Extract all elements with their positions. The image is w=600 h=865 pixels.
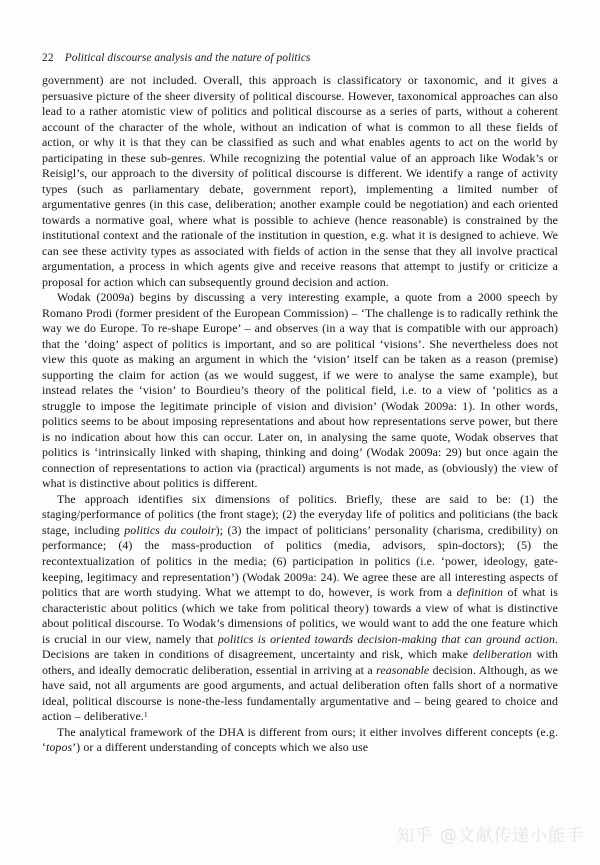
body-text-block (42, 73, 558, 756)
paragraph-1-text: government) are not included. Overall, this approach is classificatory or taxonomic, and it gives a persuasive picture of the sheer diversity of political discourse. However, taxonomical approaches can also lead to a rather atomistic view of politics and political discourse as a series of parts, without a coherent account of the character of the whole, without an indication of what is common to all these fields of action, or why it is that they can be classified as such and what enables agents to act on the world by participating in these sub-genres. While recognizing the potential value of an approach like Wodak’s or Reisigl’s, our approach to the diversity of political discourse is different. We identify a range of activity types (such as parliamentary debate, government report), implementing a limited number of argumentative genres (in this case, deliberation; another example could be negotiation) and each oriented towards a normative goal, where what is possible to achieve (hence reasonable) is constrained by the institutional context and the rationale of the institution in question, e.g. what it is designed to achieve. We can see these activity types as associated with fields of action in the sense that they all involve practical argumentation, a process in which agents give and receive reasons that attempt to justify or criticize a proposal for action which can subsequently ground decision and action. (42, 73, 558, 289)
paragraph-3-text-c: of what is characteristic about politics (which we take from political theory) towards a view of what is distinctive about political discourse. To Wodak’s dimensions of politics, we would want to add the one feature which is crucial in our view, namely that (42, 585, 558, 646)
paragraph-3-italic-deliberation: deliberation (472, 647, 532, 662)
footnote-marker-1: 1 (143, 709, 148, 719)
paragraph-3-italic-politics-oriented: politics is oriented towards decision-making that can ground action (217, 631, 555, 646)
paragraph-3 (42, 492, 558, 725)
running-head-title: Political discourse analysis and the nature of politics (64, 52, 311, 64)
paragraph-1 (42, 73, 558, 290)
paragraph-3-italic-definition: definition (456, 585, 503, 600)
page-content-area (42, 0, 558, 865)
paragraph-3-italic-reasonable: reasonable (376, 662, 430, 677)
page-number: 22 (42, 52, 54, 64)
paragraph-3-text-b: ); (3) the impact of politicians’ personality (charisma, credibility) on performance; (4) the mass-production of politics (media, advisors, spin-doctors); (5) the recontextualization of politics in the media; (6) participation in politics (i.e. ‘power, ideology, gate-keeping, legitimacy and representation’) (Wodak 2009a: 24). We agree these are all interesting aspects of politics that are worth studying. What we attempt to do, however, is work from a (42, 522, 559, 600)
watermark-site-name: 知乎 (397, 826, 433, 846)
paragraph-3-text-f: decision. Although, as we have said, not all arguments are good arguments, and actual deliberation often falls short of a normative ideal, political discourse is none-the-less fundamentally argumentative and – being geared to choice and action – deliberative. (42, 662, 558, 724)
running-head (42, 50, 558, 66)
paragraph-4-text-b: ’) or a different understanding of concepts which we also use (72, 740, 369, 755)
watermark (397, 825, 584, 847)
watermark-handle: @文献传递小能手 (440, 826, 584, 846)
paragraph-4-text-a: The analytical framework of the DHA is different from ours; it either involves different concepts (e.g. ‘ (42, 724, 558, 755)
paragraph-3-text-d: . Decisions are taken in conditions of disagreement, uncertainty and risk, which make (42, 631, 559, 662)
paragraph-3-italic-politics-du-couloir: politics du couloir (124, 522, 216, 537)
paragraph-4-italic-topos: topos (46, 740, 73, 755)
paragraph-3-text-e: with others, and ideally democratic deliberation, essential in arriving at a (42, 647, 558, 677)
paragraph-2 (42, 290, 558, 492)
paragraph-3-text-a: The approach identifies six dimensions of politics. Briefly, these are said to be: (1) the staging/performance of politics (the front stage); (2) the everyday life of politics and politicians (the back stage, including (42, 491, 558, 537)
paragraph-2-text: Wodak (2009a) begins by discussing a very interesting example, a quote from a 2000 speech by Romano Prodi (former president of the European Commission) – ‘The challenge is to radically rethink the way we do Europe. To re-shape Europe’ – and observes (in a way that is compatible with our approach) that the ‘doing’ aspect of politics is important, and so are political ‘visions’. She nevertheless does not view this quote as making an argument in which the ‘vision’ itself can be taken as a reason (premise) supporting the claim for action (as we would suggest, if we were to analyse the same example), but instead relates the ‘vision’ to Bourdieu’s theory of the political field, i.e. to a view of ‘politics as a struggle to impose the legitimate principle of vision and division’ (Wodak 2009a: 1). In other words, politics seems to be about imposing representations and about how representations serve power, but there is no indication about how this can occur. Later on, in analysing the same quote, Wodak observes that politics is ‘intrinsically linked with shaping, thinking and doing’ (Wodak 2009a: 29) but once again the connection of representations to action via (practical) arguments is not made, as (obviously) the view of what is distinctive about politics is different. (42, 290, 558, 491)
paragraph-4 (42, 725, 558, 756)
